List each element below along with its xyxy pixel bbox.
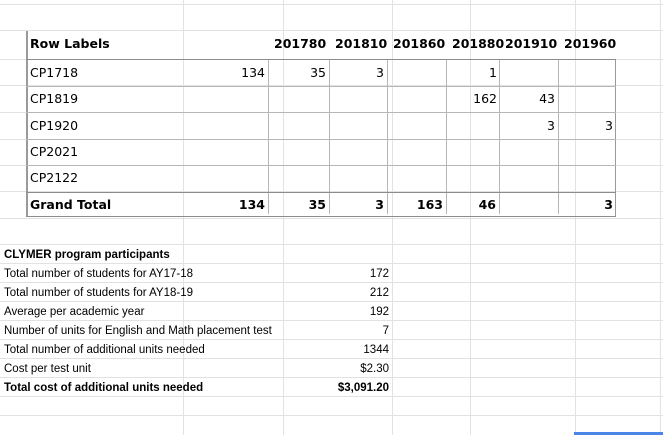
row-label[interactable]: CP1718 (30, 65, 79, 80)
summary-label[interactable]: Number of units for English and Math placement test (4, 325, 272, 337)
gridline (0, 218, 663, 219)
pivot-border (558, 59, 559, 214)
summary-value[interactable]: 7 (382, 325, 389, 337)
pivot-cell[interactable]: 134 (241, 65, 265, 80)
pivot-table (26, 31, 616, 217)
gridline (0, 339, 663, 340)
pivot-cell[interactable]: 43 (539, 91, 555, 106)
gridline (0, 358, 663, 359)
row-label[interactable]: CP1920 (30, 118, 79, 133)
summary-label[interactable]: Total number of students for AY18-19 (4, 287, 194, 299)
grand-total-cell[interactable]: 163 (416, 197, 443, 212)
row-label[interactable]: CP2021 (30, 144, 79, 159)
pivot-border (499, 59, 500, 214)
row-labels-header[interactable]: Row Labels (30, 36, 110, 51)
summary-value[interactable]: 172 (369, 268, 389, 280)
column-header[interactable]: 201910 (505, 36, 558, 51)
pivot-border (26, 216, 616, 217)
pivot-border (329, 59, 330, 214)
gridline (0, 244, 663, 245)
summary-value[interactable]: $2.30 (360, 363, 389, 375)
column-header[interactable]: 201880 (452, 36, 505, 51)
summary-label[interactable]: Total number of students for AY17-18 (4, 268, 194, 280)
summary-value[interactable]: 1344 (363, 344, 389, 356)
gridline (660, 0, 661, 435)
pivot-cell[interactable]: 1 (489, 65, 497, 80)
pivot-border (26, 59, 616, 60)
pivot-cell[interactable]: 35 (310, 65, 326, 80)
column-header[interactable]: 201960 (564, 36, 617, 51)
pivot-border (268, 59, 269, 214)
column-header[interactable]: 201860 (393, 36, 446, 51)
gridline (0, 377, 663, 378)
gridline (0, 320, 663, 321)
pivot-border (26, 192, 616, 193)
column-header[interactable]: 201810 (335, 36, 388, 51)
gridline (0, 282, 663, 283)
grand-total-label[interactable]: Grand Total (30, 197, 112, 212)
pivot-border (26, 86, 616, 87)
column-header[interactable]: 201780 (274, 36, 327, 51)
grand-total-cell[interactable]: 134 (238, 197, 265, 212)
summary-label[interactable]: Average per academic year (4, 306, 145, 318)
pivot-cell[interactable]: 3 (376, 65, 384, 80)
gridline (0, 415, 663, 416)
pivot-border (26, 139, 616, 140)
summary-value[interactable]: 192 (369, 306, 389, 318)
summary-label[interactable]: Cost per test unit (4, 363, 91, 375)
row-label[interactable]: CP2122 (30, 170, 79, 185)
grand-total-cell[interactable]: 3 (604, 197, 613, 212)
gridline (0, 263, 663, 264)
pivot-border (26, 165, 616, 166)
grand-total-cell[interactable]: 35 (308, 197, 326, 212)
summary-label[interactable]: Total number of additional units needed (4, 344, 205, 356)
pivot-border (446, 59, 447, 214)
gridline (0, 301, 663, 302)
gridline (0, 4, 663, 5)
summary-title[interactable]: CLYMER program participants (4, 249, 170, 261)
pivot-border (615, 59, 616, 217)
grand-total-cell[interactable]: 46 (478, 197, 496, 212)
summary-value[interactable]: 212 (369, 287, 389, 299)
pivot-cell[interactable]: 162 (473, 91, 497, 106)
summary-label-total[interactable]: Total cost of additional units needed (4, 382, 204, 394)
row-label[interactable]: CP1819 (30, 91, 79, 106)
gridline (0, 396, 663, 397)
pivot-cell[interactable]: 3 (547, 118, 555, 133)
pivot-border (387, 59, 388, 214)
grand-total-cell[interactable]: 3 (375, 197, 384, 212)
pivot-border (26, 112, 616, 113)
summary-value-total[interactable]: $3,091.20 (337, 382, 389, 394)
pivot-cell[interactable]: 3 (605, 118, 613, 133)
